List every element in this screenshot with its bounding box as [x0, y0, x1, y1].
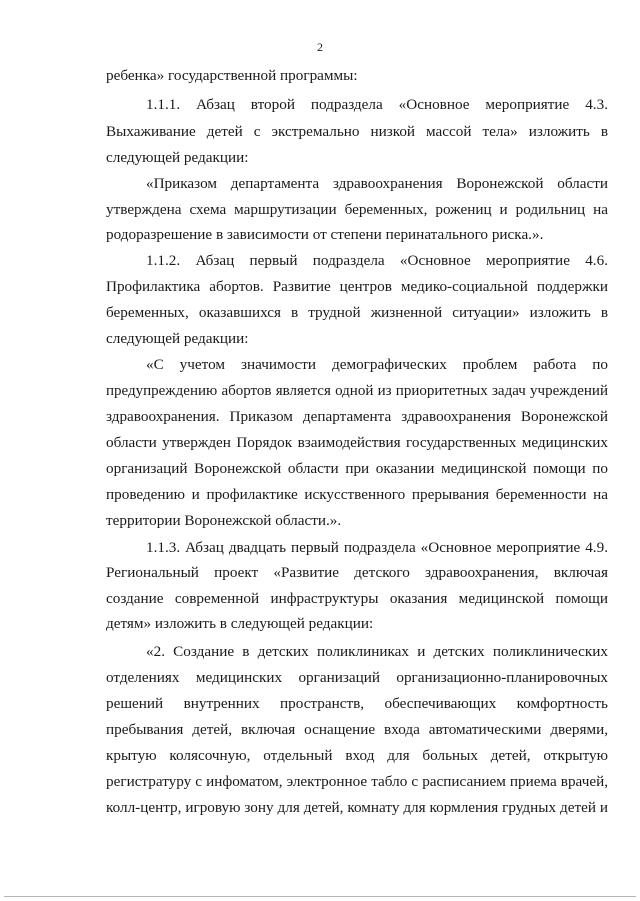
text-line: территории Воронежской области.». [106, 512, 342, 529]
text-line: «2. Создание в детских поликлиниках и детских поликлинических [146, 643, 608, 660]
text-line: детям» изложить в следующей редакции: [106, 615, 374, 632]
text-line: крытую колясочную, отдельный вход для больных детей, открытую [106, 747, 608, 764]
page-number: 2 [317, 40, 323, 54]
text-line: колл-центр, игровую зону для детей, комнату для кормления грудных детей и [106, 799, 608, 816]
text-line: создание современной инфраструктуры оказания медицинской помощи [106, 590, 608, 607]
text-line: отделениях медицинских организаций организационно-планировочных [106, 669, 608, 686]
text-line: 1.1.3. Абзац двадцать первый подраздела «Основное мероприятие 4.9. [146, 539, 608, 556]
text-line: беременных, оказавшихся в трудной жизненной ситуации» изложить в [106, 304, 608, 321]
text-line: родоразрешение в зависимости от степени перинатального риска.». [106, 226, 544, 243]
text-line: Региональный проект «Развитие детского здравоохранения, включая [106, 564, 608, 581]
text-line: «С учетом значимости демографических проблем работа по [146, 356, 608, 373]
page-bottom-border [4, 896, 636, 897]
text-line: следующей редакции: [106, 330, 249, 347]
text-line: решений внутренних пространств, обеспечивающих комфортность [106, 695, 608, 712]
text-line: здравоохранения. Приказом департамента здравоохранения Воронежской [106, 408, 608, 425]
text-line: проведению и профилактике искусственного прерывания беременности на [106, 486, 608, 503]
text-line: ребенка» государственной программы: [106, 67, 358, 84]
text-line: 1.1.1. Абзац второй подраздела «Основное мероприятие 4.3. [146, 96, 608, 113]
text-line: регистратуру с инфоматом, электронное табло с расписанием приема врачей, [106, 773, 608, 790]
text-line: 1.1.2. Абзац первый подраздела «Основное мероприятие 4.6. [146, 252, 608, 269]
text-line: пребывания детей, включая оснащение входа автоматическими дверями, [106, 721, 608, 738]
text-line: «Приказом департамента здравоохранения Воронежской области [146, 175, 608, 192]
text-line: Выхаживание детей с экстремально низкой массой тела» изложить в [106, 123, 608, 140]
text-line: предупреждению абортов является одной из приоритетных задач учреждений [106, 383, 608, 399]
text-line: утверждена схема маршрутизации беременных, рожениц и родильниц на [106, 201, 608, 218]
text-line: организаций Воронежской области при оказании медицинской помощи по [106, 460, 608, 477]
text-line: Профилактика абортов. Развитие центров медико-социальной поддержки [106, 278, 608, 295]
text-line: следующей редакции: [106, 149, 249, 166]
text-line: области утвержден Порядок взаимодействия государственных медицинских [106, 434, 608, 451]
